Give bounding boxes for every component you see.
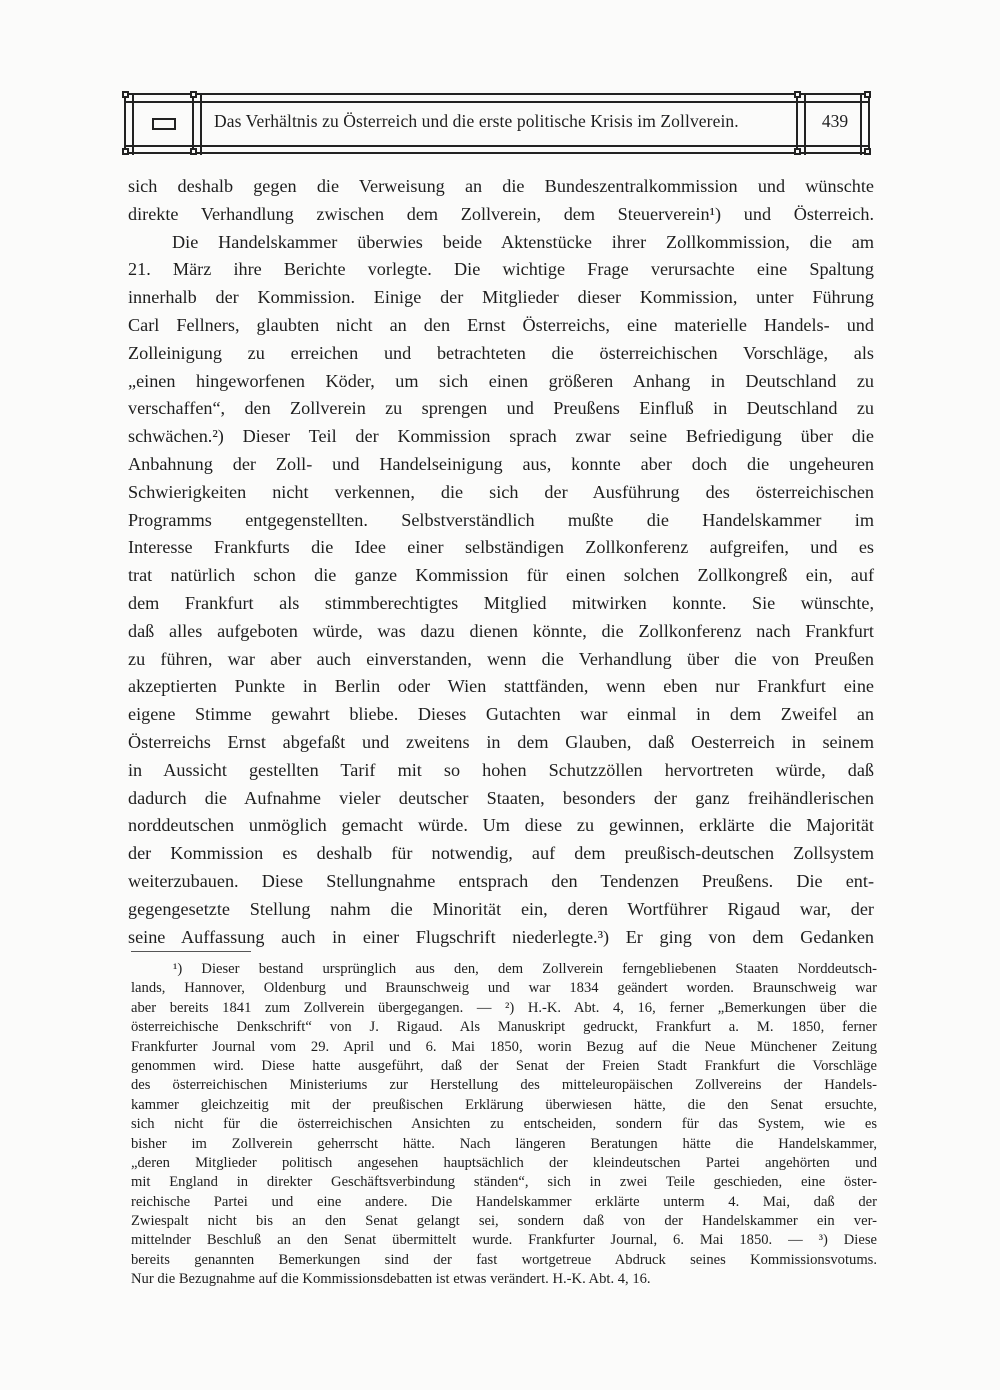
- header-rule-bottom: [124, 152, 870, 154]
- footnote-line: Frankfurter Journal vom 29. April und 6. Mai 1850, worin Bezug auf die Neue Münchener Zeitung: [131, 1038, 877, 1055]
- text-line: trat natürlich schon die ganze Kommission für einen solchen Zollkongreß ein, auf: [128, 565, 874, 586]
- text-line: schwächen.²) Dieser Teil der Kommission sprach zwar seine Befriedigung über die: [128, 426, 874, 447]
- footnote-line: kammer gleichzeitig mit der preußischen Erklärung überwiesen hätte, die den Senat ersuchte,: [131, 1096, 877, 1113]
- text-line: Schwierigkeiten nicht verkennen, die sich der Ausführung des österreichischen: [128, 481, 874, 502]
- text-line: in Aussicht gestellten Tarif mit so hohen Schutzzöllen hervortreten würde, daß: [128, 759, 874, 780]
- text-line: „einen hingeworfenen Köder, um sich einen größeren Anhang in Deutschland zu: [128, 370, 874, 391]
- text-line: daß alles aufgeboten würde, was dazu dienen könnte, die Zollkonferenz nach Frankfurt: [128, 620, 874, 641]
- text-line: Interesse Frankfurts die Idee einer selbständigen Zollkonferenz aufgreifen, und es: [128, 537, 874, 558]
- ornament-box-icon: [152, 118, 176, 130]
- text-line: norddeutschen unmöglich gemacht würde. Um diese zu gewinnen, erklärte die Majorität: [128, 815, 874, 836]
- text-line: dem Frankfurt als stimmberechtigtes Mitglied mitwirken konnte. Sie wünschte,: [128, 592, 874, 613]
- text-line: Die Handelskammer überwies beide Aktenstücke ihrer Zollkommission, die am: [172, 231, 874, 252]
- header-title: Das Verhältnis zu Österreich und die erste politische Krisis im Zollverein.: [214, 111, 739, 131]
- text-line: verschaffen“, den Zollverein zu sprengen und Preußens Einfluß in Deutschland zu: [128, 398, 874, 419]
- footnote-line: aber bereits 1841 zum Zollverein übergegangen. — ²) H.-K. Abt. 4, 16, ferner „Bemerkungen über die: [131, 999, 877, 1016]
- header-divider-left: [192, 93, 194, 155]
- text-line: direkte Verhandlung zwischen dem Zollverein, dem Steuerverein¹) und Österreich.: [128, 203, 874, 224]
- running-header: [124, 93, 870, 155]
- page-number: 439: [821, 111, 849, 131]
- frame-corner: [190, 148, 197, 155]
- header-divider-right: [796, 93, 798, 155]
- footnote-line: des österreichischen Ministeriums zur Herstellung des mitteleuropäischen Zollvereins der Handels-: [131, 1077, 877, 1094]
- header-rule-top-inner: [124, 101, 870, 103]
- text-line: seine Auffassung auch in einer Flugschrift niederlegte.³) Er ging von dem Gedanken: [128, 926, 874, 947]
- footnote-line: ¹) Dieser bestand ursprünglich aus den, dem Zollverein ferngebliebenen Staaten Norddeutsch-: [173, 961, 877, 977]
- header-rule-top: [124, 93, 870, 95]
- text-line: akzeptierten Punkte in Berlin oder Wien stattfänden, wenn eben nur Frankfurt eine: [128, 676, 874, 697]
- header-rule-bottom-inner: [124, 145, 870, 147]
- footnote-line: Nur die Bezugnahme auf die Kommissionsdebatten ist etwas verändert. H.-K. Abt. 4, 16.: [131, 1271, 651, 1288]
- text-line: Anbahnung der Zoll- und Handelseinigung aus, konnte aber doch die ungeheuren: [128, 453, 874, 474]
- text-line: weiterzubauen. Diese Stellungnahme entsprach den Tendenzen Preußens. Die ent-: [128, 870, 874, 891]
- text-line: dadurch die Aufnahme vieler deutscher Staaten, besonders der ganz freihändlerischen: [128, 787, 874, 808]
- frame-corner: [864, 91, 871, 98]
- footnote-line: genommen wird. Diese hatte ausgeführt, daß der Senat der Freien Stadt Frankfurt die Vorschläge: [131, 1057, 877, 1074]
- frame-corner: [122, 148, 129, 155]
- footnote-line: mit England in direkter Geschäftsverbindung ständen“, sich in zwei Teile geschieden, eine öster-: [131, 1174, 877, 1191]
- footnote-line: „deren Mitglieder politisch angesehen hauptsächlich der kleindeutschen Partei angehörten und: [131, 1154, 877, 1171]
- frame-corner: [190, 91, 197, 98]
- footnote-rule: [131, 951, 251, 952]
- footnotes: [131, 960, 877, 1290]
- footnote-line: österreichische Denkschrift“ von J. Rigaud. Als Manuskript gedruckt, Frankfurt a. M. 1850, ferner: [131, 1019, 877, 1036]
- footnote-line: Zwiespalt nicht bis an den Senat gelangt sei, sondern daß von der Handelskammer ein ver-: [131, 1213, 877, 1230]
- text-line: eigene Stimme gewahrt bliebe. Dieses Gutachten war einmal in dem Zweifel an: [128, 704, 874, 725]
- frame-corner: [794, 148, 801, 155]
- footnote-line: mittelnder Beschluß an den Senat übermittelt wurde. Frankfurter Journal, 6. Mai 1850. — ³) Diese: [131, 1232, 877, 1249]
- header-divider-left-inner: [200, 93, 202, 155]
- header-border-right: [868, 93, 870, 155]
- text-line: sich deshalb gegen die Verweisung an die Bundeszentralkommission und wünschte: [128, 176, 874, 196]
- text-line: Österreichs Ernst abgefaßt und zweitens in dem Glauben, daß Oesterreich in seinem: [128, 731, 874, 752]
- text-line: zu führen, war aber auch einverstanden, wenn die Verhandlung über die von Preußen: [128, 648, 874, 669]
- text-line: Zolleinigung zu erreichen und betrachteten die österreichischen Vorschläge, als: [128, 342, 874, 363]
- text-line: Carl Fellners, glaubten nicht an den Ernst Österreichs, eine materielle Handels- und: [128, 314, 874, 335]
- text-line: der Kommission es deshalb für notwendig, auf dem preußisch-deutschen Zollsystem: [128, 843, 874, 864]
- main-text: [128, 173, 874, 951]
- footnote-line: bisher im Zollverein geherrscht hätte. Nach längeren Beratungen hätte die Handelskammer,: [131, 1135, 877, 1152]
- header-border-left: [124, 93, 126, 155]
- frame-corner: [122, 91, 129, 98]
- footnote-line: sich nicht für die österreichischen Ansichten zu entscheiden, sondern für das System, wie es: [131, 1116, 877, 1133]
- header-divider-right-inner: [804, 93, 806, 155]
- footnote-line: lands, Hannover, Oldenburg und Braunschweig und war 1834 geändert worden. Braunschweig war: [131, 980, 877, 997]
- text-line: Programms entgegenstellten. Selbstverständlich mußte die Handelskammer im: [128, 509, 874, 530]
- text-line: gegengesetzte Stellung nahm die Minorität ein, deren Wortführer Rigaud war, der: [128, 898, 874, 919]
- frame-corner: [864, 148, 871, 155]
- text-line: innerhalb der Kommission. Einige der Mitglieder dieser Kommission, unter Führung: [128, 287, 874, 308]
- header-border-left-inner: [132, 93, 134, 155]
- footnote-line: bereits genannten Bemerkungen sind der fast wortgetreue Abdruck seines Kommissionsvotums.: [131, 1251, 877, 1268]
- frame-corner: [794, 91, 801, 98]
- text-line: 21. März ihre Berichte vorlegte. Die wichtige Frage verursachte eine Spaltung: [128, 259, 874, 280]
- footnote-line: reichische Partei und eine andere. Die Handelskammer erklärte unterm 4. Mai, daß der: [131, 1193, 877, 1210]
